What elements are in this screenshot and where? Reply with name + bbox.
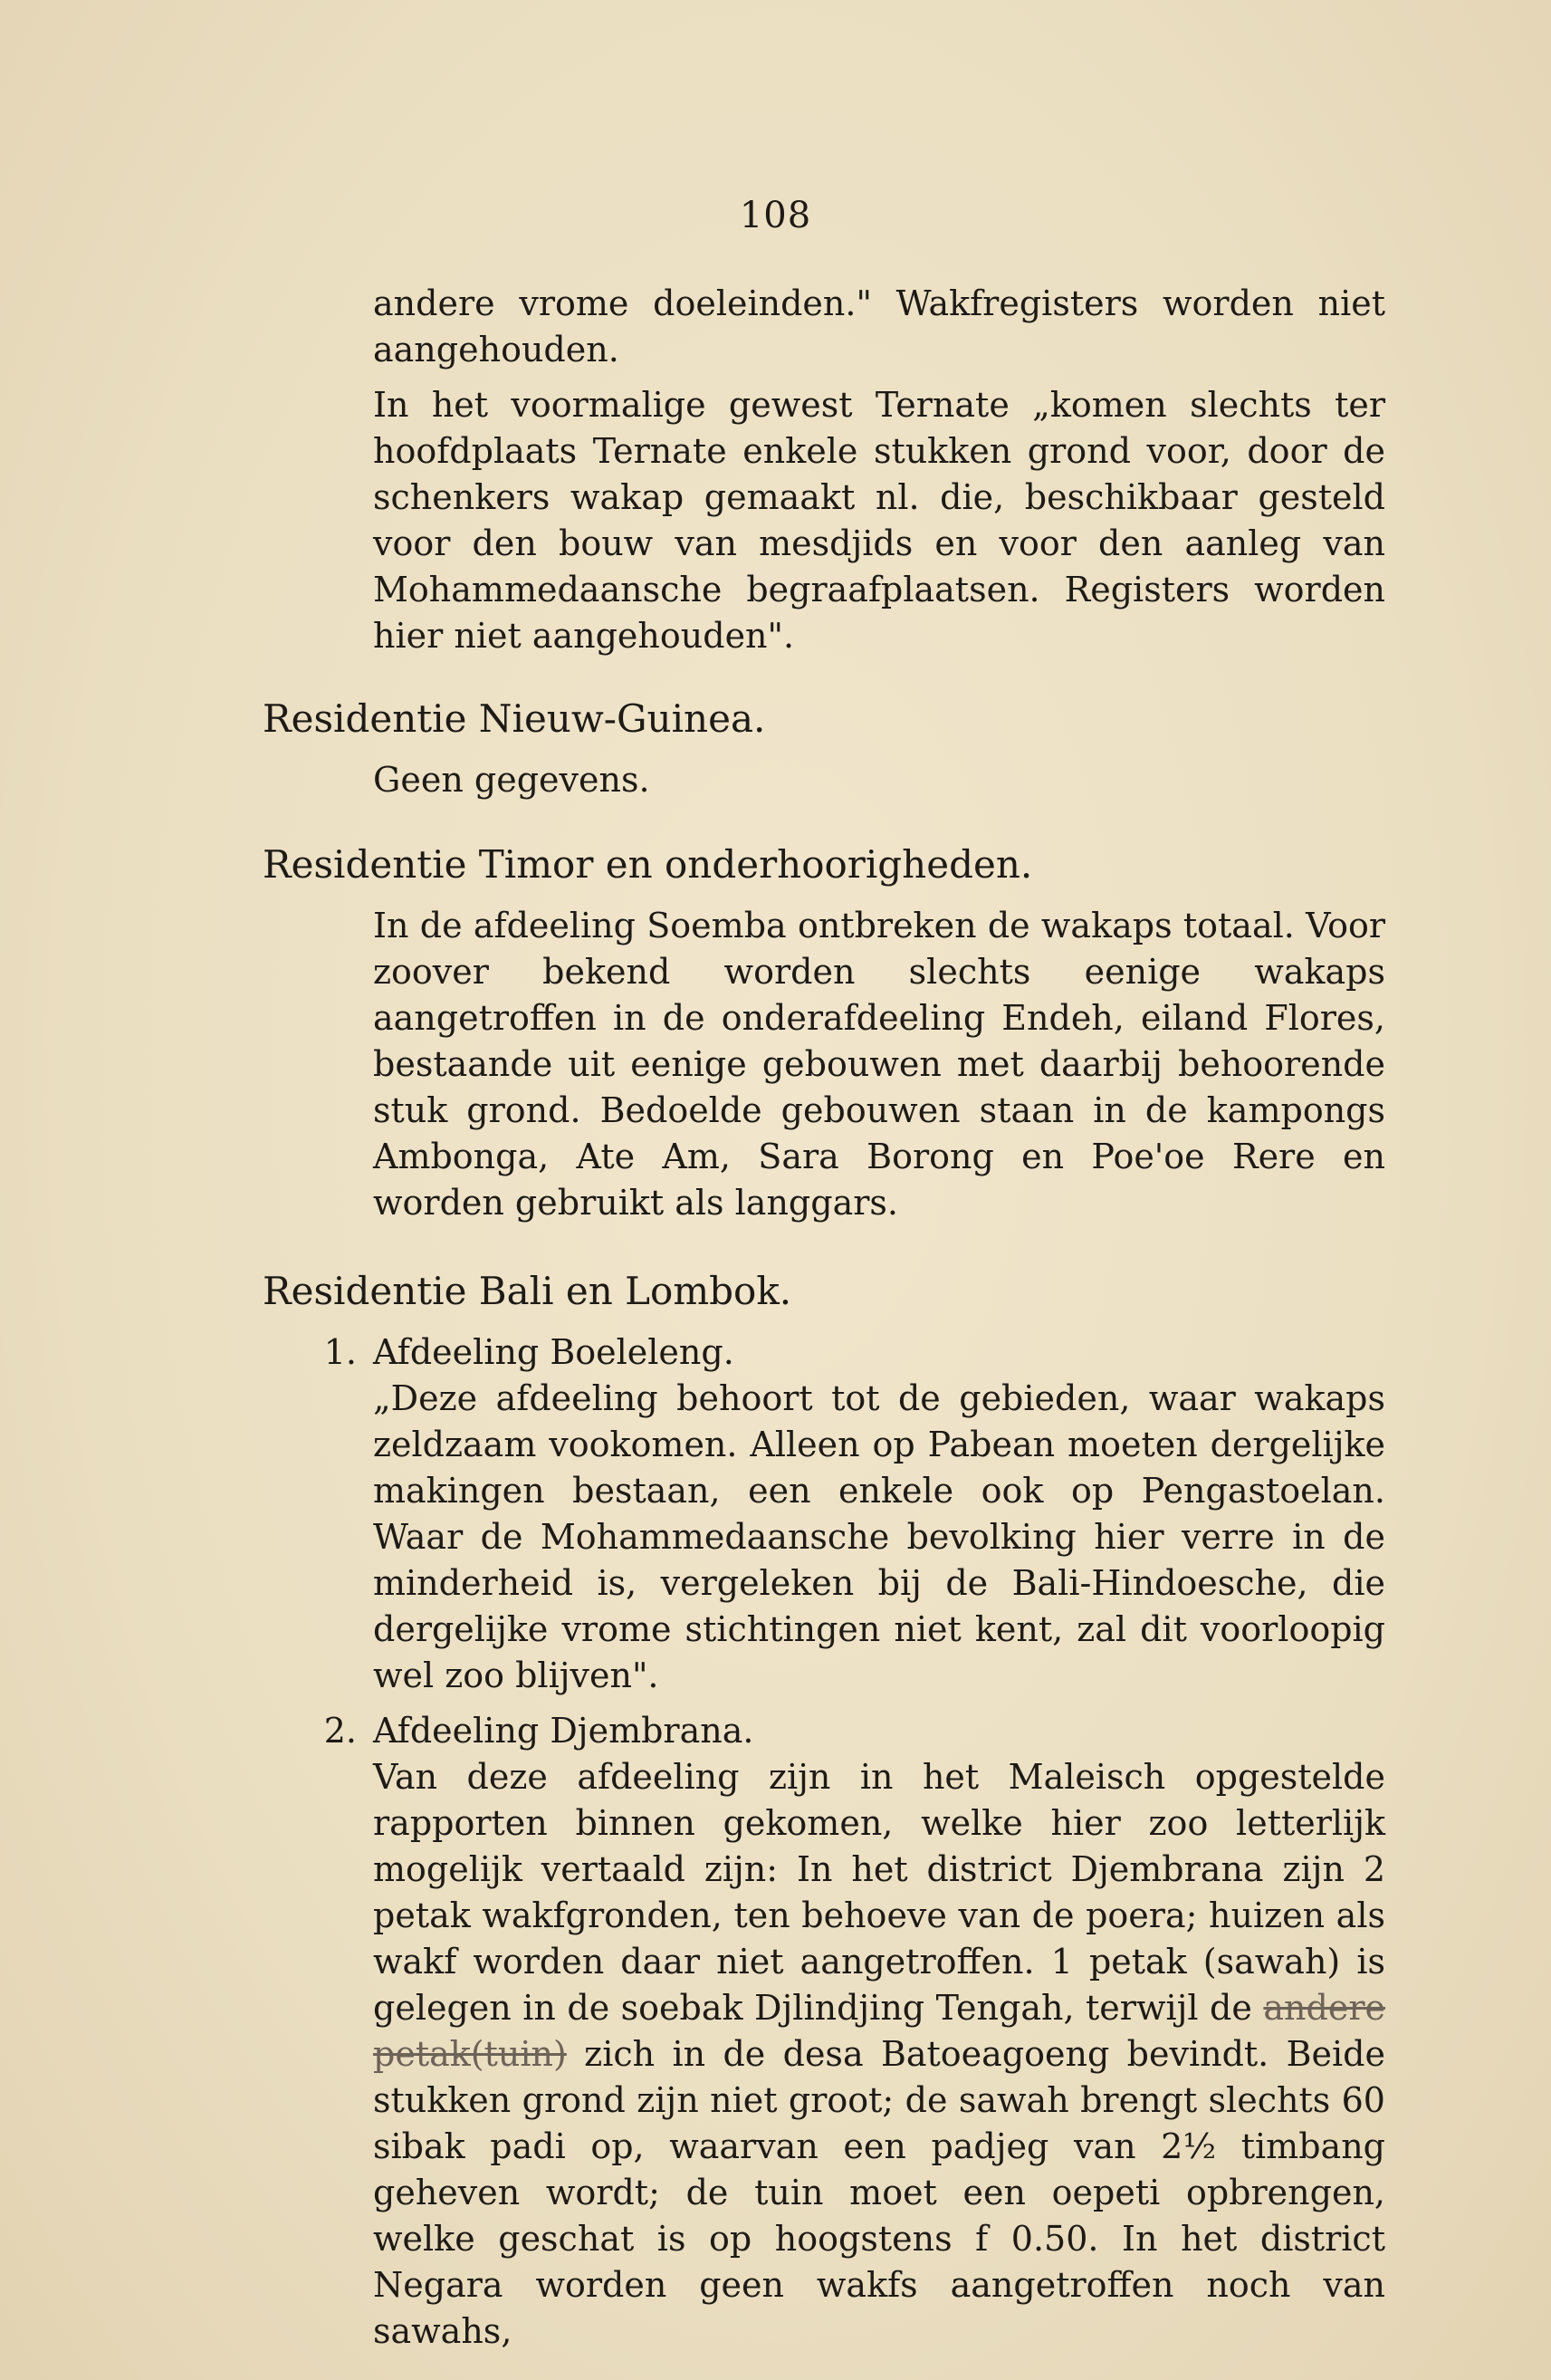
section-text-nieuw-guinea: Geen gegevens. xyxy=(373,760,650,800)
section-text-timor: In de afdeeling Soemba ontbreken de wakaps totaal. Voor zoover bekend worden slechts eenige wakaps aangetroffen in de onderafdeeling Endeh, eiland Flores, bestaande uit eenige gebouwen met daarbij behoorende stuk grond. Bedoelde gebouwen staan in de kampongs Ambonga, Ate Am, Sara Borong en Poe'oe Rere en worden gebruikt als langgars. xyxy=(373,906,1385,1223)
section-heading-bali-lombok: Residentie Bali en Lombok. xyxy=(263,1269,792,1313)
page-content xyxy=(263,281,1385,2355)
intro-paragraph-ternate: In het voormalige gewest Ternate „komen slechts ter hoofdplaats Ternate enkele stukken grond voor, door de schenkers wakap gemaakt nl. die, beschikbaar gesteld voor den bouw van mesdjids en voor den aanleg van Mohammedaansche begraafplaatsen. Registers worden hier niet aangehouden". xyxy=(373,385,1385,656)
struck-text: andere petak(tuin) xyxy=(373,1988,1385,2074)
list-item-body xyxy=(373,1708,1385,2355)
list-item-boeleleng xyxy=(263,1329,1385,1699)
intro-paragraph-continued: andere vrome doeleinden." Wakfregisters worden niet aangehouden. xyxy=(373,283,1385,369)
list-item-number: 1. xyxy=(323,1332,357,1372)
section-heading-nieuw-guinea: Residentie Nieuw-Guinea. xyxy=(263,696,766,741)
page-number: 108 xyxy=(739,195,812,236)
text-part-b: zich in de desa Batoeagoeng bevindt. Beide stukken grond zijn niet groot; de sawah brengt slechts 60 sibak padi op, waarvan een padjeg van 2½ timbang geheven wordt; de tuin moet een oepeti opbrengen, welke geschat is op hoogstens f 0.50. In het district Negara worden geen wakfs aangetroffen noch van sawahs, xyxy=(373,2034,1385,2351)
text-part-a: Van deze afdeeling zijn in het Maleisch opgestelde rapporten binnen gekomen, welke hier zoo letterlijk mogelijk vertaald zijn: In het district Djembrana zijn 2 petak wakfgronden, ten behoeve van de poera; huizen als wakf worden daar niet aangetroffen. 1 petak (sawah) is gelegen in de soebak Djlindjing Tengah, terwijl de xyxy=(373,1757,1385,2028)
list-item-text xyxy=(373,1754,1385,2355)
list-item-text: „Deze afdeeling behoort tot de gebieden, waar wakaps zeldzaam vookomen. Alleen op Pabean moeten dergelijke makingen bestaan, een enkele ook op Pengastoelan. Waar de Mohammedaansche bevolking hier verre in de minderheid is, vergeleken bij de Bali-Hindoesche, die dergelijke vrome stichtingen niet kent, zal dit voorloopig wel zoo blijven". xyxy=(373,1378,1385,1695)
list-item-number: 2. xyxy=(323,1711,357,1751)
list-item-body xyxy=(373,1329,1385,1699)
section-heading-timor: Residentie Timor en onderhoorigheden. xyxy=(263,842,1033,887)
list-item-title: Afdeeling Djembrana. xyxy=(373,1711,754,1751)
list-item-title: Afdeeling Boeleleng. xyxy=(373,1332,734,1372)
list-item-djembrana xyxy=(263,1708,1385,2355)
